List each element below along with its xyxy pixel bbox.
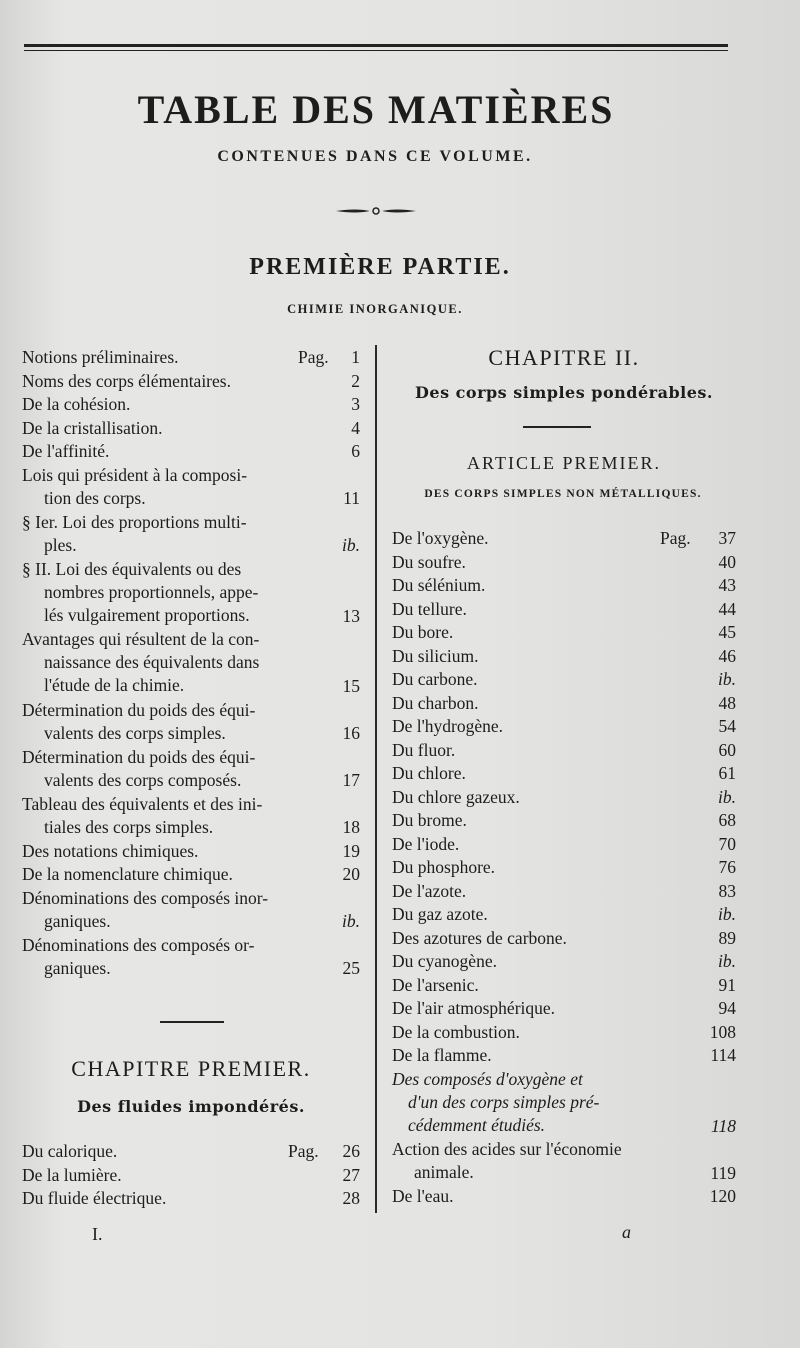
toc-page-number: 108: [709, 1021, 736, 1042]
toc-entry: [392, 903, 736, 926]
part-title: PREMIÈRE PARTIE.: [249, 254, 511, 280]
toc-entry-text: Du fluide électrique.: [22, 1188, 167, 1208]
ornament-divider: [334, 205, 418, 217]
toc-entry: [392, 880, 736, 903]
toc-entry-text: De l'affinité.: [22, 441, 110, 461]
toc-page-number: ib.: [342, 911, 360, 931]
toc-page-number: ib.: [718, 904, 736, 924]
toc-page-number: 17: [342, 770, 360, 790]
toc-entry: [392, 692, 736, 715]
chapter2-title: CHAPITRE II.: [488, 345, 640, 370]
toc-entry-text: Du gaz azote.: [392, 904, 488, 924]
toc-page-number: 54: [718, 716, 736, 736]
toc-entry-text: nombres proportionnels, appe-: [44, 581, 259, 602]
toc-entry-text: Du tellure.: [392, 598, 467, 619]
toc-entry: [22, 558, 360, 627]
toc-entry-text: De l'azote.: [392, 880, 467, 901]
toc-page-number: 40: [718, 551, 736, 572]
toc-entry-text: Détermination du poids des équi-: [22, 699, 256, 720]
toc-page-number: 43: [718, 575, 736, 595]
toc-entry: [22, 934, 360, 980]
toc-entry-text: Action des acides sur l'économie: [392, 1139, 622, 1159]
toc-entry-text: Dénominations des composés inor-: [22, 887, 269, 908]
part-subtitle: CHIMIE INORGANIQUE.: [287, 302, 463, 316]
toc-page-number: 118: [711, 1115, 736, 1136]
toc-entry-text: Du cyanogène.: [392, 951, 497, 971]
toc-entry: [392, 668, 736, 691]
toc-entry: [392, 1185, 736, 1208]
toc-entry-text: Du silicium.: [392, 645, 479, 666]
toc-page-number: 27: [342, 1164, 360, 1185]
toc-pag-label: Pag.: [288, 1141, 319, 1161]
toc-entry: [392, 809, 736, 832]
toc-entry-text: cédemment étudiés.: [408, 1114, 546, 1135]
toc-entry: [392, 574, 736, 597]
chapter1-rule: [160, 1021, 224, 1023]
chapter1-subtitle: Des fluides impondérés.: [77, 1097, 305, 1116]
toc-entry-text: ples.: [44, 534, 77, 555]
toc-entry-text: ganiques.: [44, 957, 111, 978]
toc-entry-text: Du chlore gazeux.: [392, 786, 520, 807]
toc-entry: [392, 715, 736, 738]
page-title: TABLE DES MATIÈRES: [137, 87, 615, 132]
toc-page-number: 45: [718, 622, 736, 642]
toc-entry: [392, 739, 736, 762]
toc-entry-text: lés vulgairement proportions.: [44, 604, 250, 625]
toc-page-number: 94: [718, 998, 736, 1018]
toc-entry-text: animale.: [414, 1162, 474, 1182]
toc-page-number: ib.: [718, 786, 736, 807]
top-double-rule: [24, 44, 728, 51]
toc-entry-text: Du sélénium.: [392, 575, 486, 595]
toc-entry-text: § II. Loi des équivalents ou des: [22, 558, 242, 579]
toc-page-number: 68: [718, 810, 736, 830]
toc-page-number: 20: [342, 864, 360, 884]
toc-entry-text: § Ier. Loi des proportions multi-: [22, 511, 247, 532]
chapter1-title: CHAPITRE PREMIER.: [71, 1056, 311, 1081]
toc-page-number: ib.: [718, 951, 736, 971]
toc-entry-text: Détermination du poids des équi-: [22, 746, 256, 767]
toc-entry-text: tion des corps.: [44, 487, 146, 508]
toc-entry: [22, 840, 360, 863]
toc-page-number: 25: [342, 958, 360, 978]
toc-page-number: 6: [351, 441, 360, 461]
toc-entry-text: Tableau des équivalents et des ini-: [22, 793, 263, 814]
toc-entry-text: naissance des équivalents dans: [44, 652, 260, 672]
chapter2-subtitle: Des corps simples pondérables.: [415, 383, 713, 402]
toc-page-number: 120: [709, 1186, 736, 1206]
toc-entry-text: tiales des corps simples.: [44, 816, 214, 837]
toc-page-number: ib.: [342, 535, 360, 555]
toc-entry: [22, 370, 360, 393]
toc-entry: [392, 551, 736, 574]
toc-entry: [22, 863, 360, 886]
toc-entry: [392, 762, 736, 785]
toc-entry: [392, 833, 736, 856]
signature-mark-right: a: [622, 1222, 631, 1242]
toc-entry-text: De l'hydrogène.: [392, 716, 504, 736]
toc-entry: [392, 1021, 736, 1044]
toc-entry: [22, 1140, 360, 1163]
toc-page-number: 15: [342, 676, 360, 696]
toc-page-number: 114: [710, 1045, 736, 1065]
toc-page-number: 70: [718, 833, 736, 854]
toc-entry: [392, 1138, 736, 1184]
toc-page-number: 61: [718, 763, 736, 783]
toc-entry: [22, 1187, 360, 1210]
toc-entry-text: valents des corps simples.: [44, 722, 226, 743]
toc-entry-text: Du bore.: [392, 622, 454, 642]
toc-entry: [22, 699, 360, 745]
chapter2-rule: [523, 426, 591, 428]
toc-entry-text: De l'air atmosphérique.: [392, 998, 556, 1018]
toc-entry-text: Des composés d'oxygène et: [392, 1068, 583, 1089]
toc-entry-text: Notions préliminaires.: [22, 347, 179, 367]
page-subtitle: CONTENUES DANS CE VOLUME.: [217, 148, 533, 165]
toc-entry-text: De la lumière.: [22, 1164, 122, 1185]
toc-page-number: 76: [718, 857, 736, 877]
toc-entry-text: De la flamme.: [392, 1045, 492, 1065]
toc-entry-text: De l'eau.: [392, 1186, 454, 1206]
toc-entry-text: De l'arsenic.: [392, 974, 479, 995]
toc-entry-text: Dénominations des composés or-: [22, 934, 255, 955]
toc-entry: [22, 440, 360, 463]
toc-entry: [392, 645, 736, 668]
toc-entry: [392, 598, 736, 621]
toc-entry-text: Noms des corps élémentaires.: [22, 370, 231, 391]
toc-entry-text: Des notations chimiques.: [22, 840, 199, 861]
toc-page-number: 13: [342, 605, 360, 626]
toc-entry-text: valents des corps composés.: [44, 769, 242, 790]
toc-entry-text: De l'iode.: [392, 833, 460, 854]
toc-entry: [22, 628, 360, 697]
toc-entry: [392, 856, 736, 879]
toc-entry: [392, 527, 736, 550]
toc-entry-text: De la cristallisation.: [22, 417, 163, 438]
toc-page-number: 44: [718, 598, 736, 619]
toc-entry: [22, 464, 360, 510]
toc-page-number: 16: [342, 723, 360, 743]
toc-entry-text: Du soufre.: [392, 551, 466, 572]
toc-page-number: 28: [342, 1188, 360, 1208]
toc-page-number: 48: [718, 692, 736, 713]
toc-page-number: 4: [351, 417, 360, 438]
article-subtitle: DES CORPS SIMPLES NON MÉTALLIQUES.: [424, 488, 702, 500]
signature-mark-left: I.: [92, 1224, 103, 1244]
toc-entry: [392, 974, 736, 997]
toc-page-number: 60: [718, 739, 736, 760]
toc-page-number: 19: [342, 840, 360, 861]
toc-entry: [392, 950, 736, 973]
toc-page-number: ib.: [718, 669, 736, 689]
toc-entry-text: Avantages qui résultent de la con-: [22, 629, 260, 649]
toc-entry: [392, 786, 736, 809]
toc-entry: [392, 997, 736, 1020]
toc-entry: [392, 1044, 736, 1067]
toc-pag-label: Pag.: [660, 528, 691, 548]
toc-entry-text: ganiques.: [44, 910, 111, 931]
toc-page-number: 2: [351, 370, 360, 391]
toc-page-number: 91: [718, 974, 736, 995]
toc-entry: [22, 887, 360, 933]
toc-entry: [22, 1164, 360, 1187]
toc-page-number: 83: [718, 880, 736, 901]
toc-entry-text: Du phosphore.: [392, 857, 496, 877]
toc-entry: [22, 746, 360, 792]
toc-entry-text: De l'oxygène.: [392, 528, 489, 548]
toc-entry-text: Du chlore.: [392, 763, 466, 783]
toc-page-number: 11: [343, 488, 360, 508]
toc-entry-text: De la combustion.: [392, 1021, 520, 1042]
toc-entry-text: De la cohésion.: [22, 394, 131, 414]
toc-entry: [22, 511, 360, 557]
toc-entry: [22, 346, 360, 369]
toc-entry: [392, 621, 736, 644]
toc-entry-text: Du calorique.: [22, 1141, 118, 1161]
toc-entry-text: Du carbone.: [392, 669, 478, 689]
toc-entry: [392, 927, 736, 950]
toc-page-number: 46: [718, 645, 736, 666]
toc-page-number: 26: [342, 1141, 360, 1161]
toc-page-number: 89: [718, 927, 736, 948]
toc-page-number: 119: [710, 1162, 736, 1183]
toc-entry-text: De la nomenclature chimique.: [22, 864, 233, 884]
column-divider: [375, 345, 377, 1213]
toc-entry: [22, 417, 360, 440]
toc-entry: [392, 1068, 736, 1137]
toc-page-number: 18: [342, 817, 360, 837]
toc-entry-text: l'étude de la chimie.: [44, 675, 185, 695]
toc-entry: [22, 393, 360, 416]
toc-page-number: 3: [351, 394, 360, 414]
toc-entry-text: Du charbon.: [392, 692, 479, 713]
toc-entry-text: Lois qui président à la composi-: [22, 464, 248, 485]
toc-page-number: 37: [718, 528, 736, 548]
toc-entry-text: Du brome.: [392, 810, 467, 830]
article-title: ARTICLE PREMIER.: [467, 453, 661, 473]
toc-entry-text: Des azotures de carbone.: [392, 927, 567, 948]
toc-entry-text: Du fluor.: [392, 739, 456, 760]
toc-entry-text: d'un des corps simples pré-: [408, 1091, 600, 1112]
toc-page-number: 1: [351, 347, 360, 367]
toc-entry: [22, 793, 360, 839]
toc-pag-label: Pag.: [298, 347, 329, 367]
